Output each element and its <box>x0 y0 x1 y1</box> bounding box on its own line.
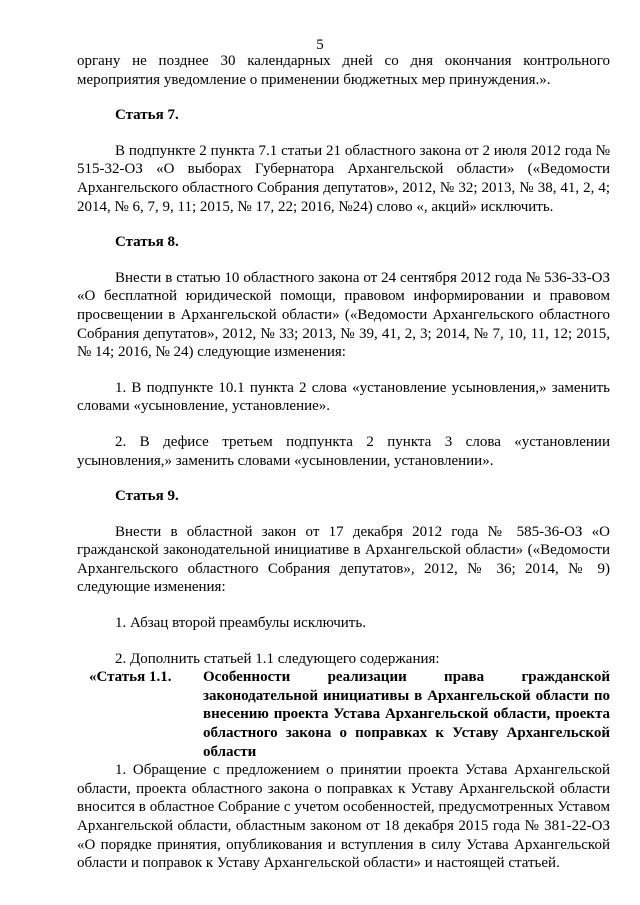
inserted-article-label: «Статья 1.1. <box>89 669 172 686</box>
article-9-item-2: 2. Дополнить статьей 1.1 следующего содержания: <box>115 650 440 667</box>
article-8-text: Внести в статью 10 областного закона от 24 сентября 2012 года № 536-33-ОЗ «О бесплатной юридической помощи, правовом информировании и правовом просвещении в Архангельской области» («Ведомости Архангельского областного Собрания депутатов», 2012, № 33; 2013, № 39, 41, 2, 3; 2014, № 7, 10, 11, 12; 2015, № 14; 2016, № 24) следующие изменения: <box>77 269 610 361</box>
inserted-article-paragraph-1: 1. Обращение с предложением о принятии проекта Устава Архангельской области, проекта областного закона о поправках к Уставу Архангельской области вносится в областное Собрание с учетом особенностей, предусмотренных Уставом Архангельской области, областным законом от 18 декабря 2015 года № 381-22-ОЗ «О порядке принятия, опубликования и вступления в силу Устава Архангельской области и поправок к Уставу Архангельской области» и настоящей статьей. <box>77 762 610 872</box>
article-7-heading: Статья 7. <box>115 107 179 124</box>
article-9-text: Внести в областной закон от 17 декабря 2012 года № 585-36-ОЗ «О гражданской законодательной инициативе в Архангельской области» («Ведомости Архангельского областного Собрания депутатов», 2012, № 36; 2014, № 9) следующие изменения: <box>77 523 610 596</box>
page-number: 5 <box>316 37 324 53</box>
article-9-heading: Статья 9. <box>115 488 179 505</box>
article-7-text: В подпункте 2 пункта 7.1 статьи 21 областного закона от 2 июля 2012 года № 515-32-ОЗ «О выборах Губернатора Архангельской области» («Ведомости Архангельского областного Собрания депутатов», 2012, № 32; 2013, № 38, 41, 2, 4; 2014, № 6, 7, 9, 11; 2015, № 17, 22; 2016, №24) слово «, акций» исключить. <box>77 142 610 215</box>
inserted-article-title: Особенности реализации права гражданской законодательной инициативы в Архангельской области по внесению проекта Устава Архангельской области, проекта областного закона о поправках к Уставу Архангельской области <box>203 669 610 760</box>
article-8-item-2: 2. В дефисе третьем подпункта 2 пункта 3 слова «установлении усыновления,» заменить словами «усыновлении, установлении». <box>77 433 610 469</box>
document-body <box>77 52 610 873</box>
article-8-heading: Статья 8. <box>115 234 179 251</box>
article-9-item-1: 1. Абзац второй преамбулы исключить. <box>115 615 366 632</box>
article-8-item-1: 1. В подпункте 10.1 пункта 2 слова «установление усыновления,» заменить словами «усыновление, установление». <box>77 379 610 415</box>
inserted-article-header <box>77 668 610 761</box>
paragraph-continuation: органу не позднее 30 календарных дней со дня окончания контрольного мероприятия уведомление о применении бюджетных мер принуждения.». <box>77 53 610 88</box>
